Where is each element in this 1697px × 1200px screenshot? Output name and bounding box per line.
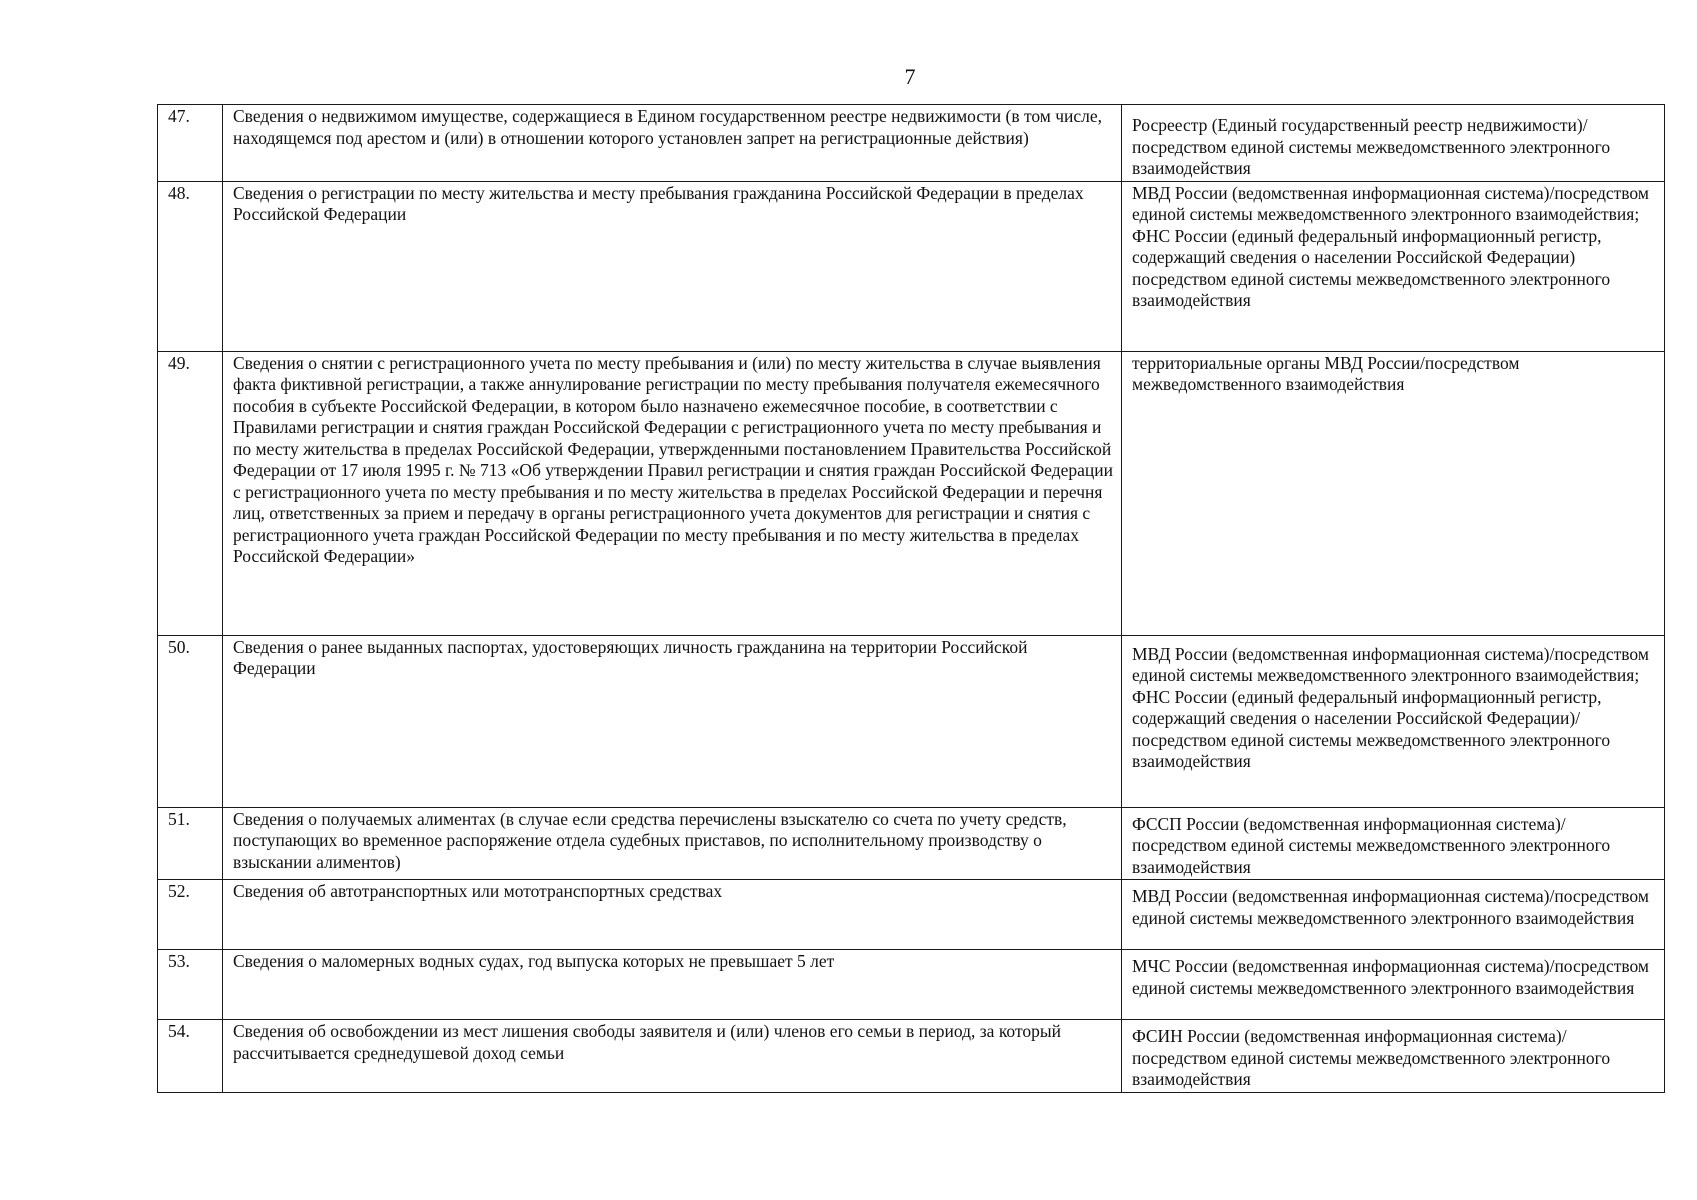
- table-row: [158, 807, 1665, 880]
- row-source: МВД России (ведомственная информационная система)/посредством единой системы межведомственного электронного взаимодействия; ФНС России (единый федеральный информационный регистр, содержащий сведения о населении Российской Федерации)/посредством единой системы межведомственного электронного взаимодействия: [1122, 635, 1665, 807]
- row-number: 52.: [158, 880, 223, 950]
- data-sources-table: [157, 104, 1665, 1093]
- row-number: 48.: [158, 181, 223, 351]
- row-description: Сведения о маломерных водных судах, год выпуска которых не превышает 5 лет: [223, 950, 1122, 1020]
- row-description: Сведения о ранее выданных паспортах, удостоверяющих личность гражданина на территории Российской Федерации: [223, 635, 1122, 807]
- row-source: Росреестр (Единый государственный реестр недвижимости)/посредством единой системы межведомственного электронного взаимодействия: [1122, 105, 1665, 182]
- row-number: 53.: [158, 950, 223, 1020]
- row-number: 49.: [158, 351, 223, 635]
- row-description: Сведения об освобождении из мест лишения свободы заявителя и (или) членов его семьи в период, за который рассчитывается среднедушевой доход семьи: [223, 1020, 1122, 1093]
- row-number: 50.: [158, 635, 223, 807]
- row-source: ФСИН России (ведомственная информационная система)/посредством единой системы межведомственного электронного взаимодействия: [1122, 1020, 1665, 1093]
- row-source: ФССП России (ведомственная информационная система)/посредством единой системы межведомственного электронного взаимодействия: [1122, 807, 1665, 880]
- row-number: 47.: [158, 105, 223, 182]
- table-row: [158, 351, 1665, 635]
- table-row: [158, 105, 1665, 182]
- table-row: [158, 181, 1665, 351]
- row-number: 54.: [158, 1020, 223, 1093]
- table-row: [158, 880, 1665, 950]
- page-number: 7: [904, 64, 916, 89]
- row-source: МВД России (ведомственная информационная система)/посредством единой системы межведомственного электронного взаимодействия: [1122, 880, 1665, 950]
- row-description: Сведения о недвижимом имуществе, содержащиеся в Едином государственном реестре недвижимости (в том числе, находящемся под арестом и (или) в отношении которого установлен запрет на регистрационные действия): [223, 105, 1122, 182]
- row-description: Сведения о снятии с регистрационного учета по месту пребывания и (или) по месту жительства в случае выявления факта фиктивной регистрации, а также аннулирование регистрации по месту пребывания получателя ежемесячного пособия в субъекте Российской Федерации, в котором было назначено ежемесячное пособие, в соответствии с Правилами регистрации и снятия граждан Российской Федерации с регистрационного учета по месту пребывания и по месту жительства в пределах Российской Федерации, утвержденными постановлением Правительства Российской Федерации от 17 июля 1995 г. № 713 «Об утверждении Правил регистрации и снятия граждан Российской Федерации с регистрационного учета по месту пребывания и по месту жительства в пределах Российской Федерации и перечня лиц, ответственных за прием и передачу в органы регистрационного учета документов для регистрации и снятия с регистрационного учета граждан Российской Федерации по месту пребывания и по месту жительства в пределах Российской Федерации»: [223, 351, 1122, 635]
- row-source: МВД России (ведомственная информационная система)/посредством единой системы межведомственного электронного взаимодействия; ФНС России (единый федеральный информационный регистр, содержащий сведения о населении Российской Федерации) посредством единой системы межведомственного электронного взаимодействия: [1122, 181, 1665, 351]
- row-source: территориальные органы МВД России/посредством межведомственного взаимодействия: [1122, 351, 1665, 635]
- row-description: Сведения о получаемых алиментах (в случае если средства перечислены взыскателю со счета по учету средств, поступающих во временное распоряжение отдела судебных приставов, по исполнительному производству о взыскании алиментов): [223, 807, 1122, 880]
- row-description: Сведения о регистрации по месту жительства и месту пребывания гражданина Российской Федерации в пределах Российской Федерации: [223, 181, 1122, 351]
- row-number: 51.: [158, 807, 223, 880]
- table-row: [158, 635, 1665, 807]
- row-source: МЧС России (ведомственная информационная система)/посредством единой системы межведомственного электронного взаимодействия: [1122, 950, 1665, 1020]
- table-row: [158, 1020, 1665, 1093]
- table-row: [158, 950, 1665, 1020]
- row-description: Сведения об автотранспортных или мототранспортных средствах: [223, 880, 1122, 950]
